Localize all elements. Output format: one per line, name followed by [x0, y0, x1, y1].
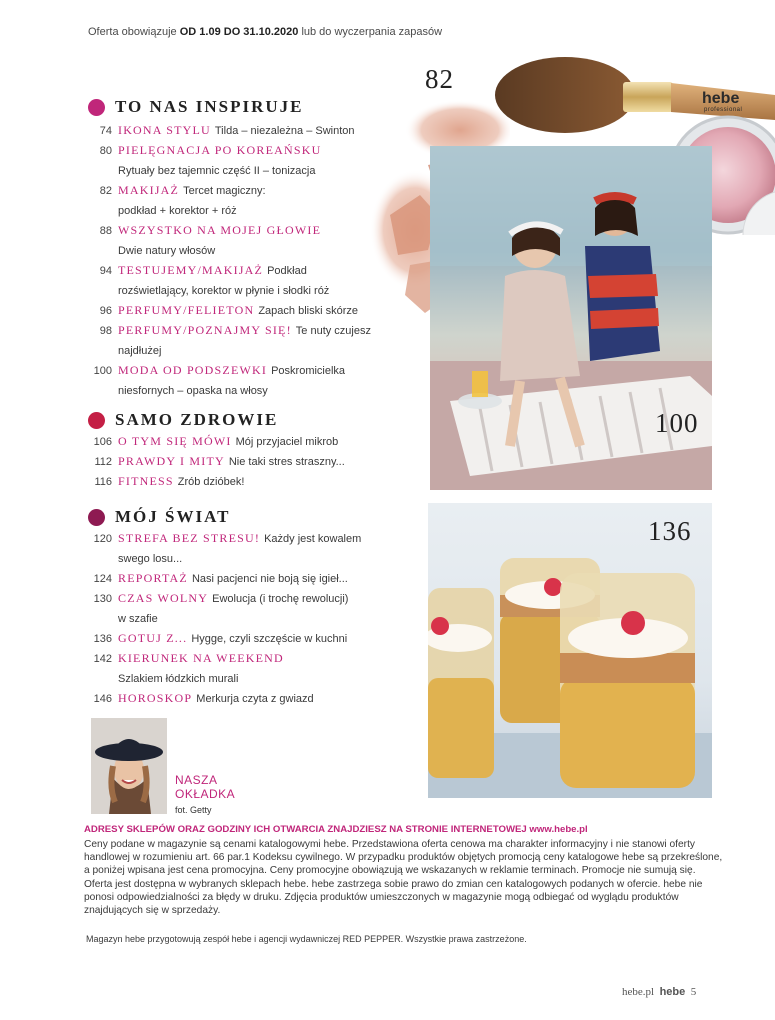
cover-label: [175, 773, 235, 801]
brush-brand-logo: hebe: [702, 90, 740, 107]
toc-text: Tercet magiczny:: [183, 185, 266, 197]
toc-page-num: 74: [99, 125, 112, 137]
toc-keyword: PERFUMY/POZNAJMY SIĘ!: [118, 323, 292, 337]
offer-suffix: lub do wyczerpania zapasów: [301, 26, 443, 38]
toc-page-num: 82: [99, 185, 112, 197]
toc-keyword: REPORTAŻ: [118, 571, 188, 585]
toc-entry[interactable]: [88, 140, 418, 181]
toc-page-num: 106: [93, 436, 112, 448]
food-photo-illustration: [428, 503, 712, 798]
cover-photo: [91, 718, 167, 814]
brush-brand-sub: professional: [704, 107, 743, 113]
toc-entry[interactable]: [88, 120, 418, 141]
food-photo: [428, 503, 712, 798]
toc-text: Nasi pacjenci nie boją się igieł...: [191, 573, 348, 585]
toc-text: Hygge, czyli szczęście w kuchni: [191, 633, 348, 645]
toc-keyword: MAKIJAŻ: [118, 183, 180, 197]
toc-keyword: STREFA BEZ STRESU!: [118, 531, 261, 545]
toc-page-num: 130: [93, 593, 112, 605]
toc-keyword: IKONA STYLU: [118, 123, 211, 137]
toc-keyword: FITNESS: [118, 474, 174, 488]
toc-text: Merkurja czyta z gwiazd: [196, 693, 314, 705]
publisher-credits: Magazyn hebe przygotowują zespół hebe i agencji wydawniczej RED PEPPER. Wszystkie prawa zastrzeżone.: [86, 934, 527, 944]
toc-text-cont: rozświetlający, korektor w płynie i słodki róż: [118, 285, 330, 297]
toc-keyword: TESTUJEMY/MAKIJAŻ: [118, 263, 264, 277]
toc-entry[interactable]: [88, 688, 418, 709]
toc-entry[interactable]: [88, 180, 418, 221]
cover-photo-illustration: [91, 718, 167, 814]
toc-keyword: WSZYSTKO NA MOJEJ GŁOWIE: [118, 223, 322, 237]
toc-page-num: 142: [93, 653, 112, 665]
toc-page-num: 96: [99, 305, 112, 317]
toc-page-num: 136: [93, 633, 112, 645]
toc-keyword: GOTUJ Z...: [118, 631, 188, 645]
toc-page-num: 112: [94, 456, 112, 468]
toc-page-num: 88: [99, 225, 112, 237]
page-footer: [622, 986, 696, 998]
toc-keyword: CZAS WOLNY: [118, 591, 209, 605]
section-title: SAMO ZDROWIE: [115, 410, 279, 429]
toc-entry[interactable]: [88, 528, 418, 569]
toc-page-num: 80: [99, 145, 112, 157]
footer-brand: hebe: [659, 986, 686, 998]
toc-entry[interactable]: [88, 260, 418, 301]
toc-text: Ewolucja (i trochę rewolucji): [212, 593, 349, 605]
cover-label-line1: NASZA: [175, 773, 218, 787]
toc-page-num: 94: [99, 265, 112, 277]
toc-keyword: KIERUNEK NA WEEKEND: [118, 651, 284, 665]
section-title: MÓJ ŚWIAT: [115, 507, 231, 526]
toc-text: Zapach bliski skórze: [258, 305, 358, 317]
toc-keyword: PRAWDY I MITY: [118, 454, 225, 468]
toc-text-cont: w szafie: [118, 613, 158, 625]
toc-text-cont: niesfornych – opaska na włosy: [118, 385, 268, 397]
cover-credit: fot. Getty: [175, 805, 212, 815]
toc-page-num: 100: [93, 365, 112, 377]
toc-text-cont: swego losu...: [118, 553, 183, 565]
toc-text: Każdy jest kowalem: [264, 533, 362, 545]
toc-text-cont: Szlakiem łódzkich murali: [118, 673, 239, 685]
toc-text: Tilda – niezależna – Swinton: [214, 125, 355, 137]
toc-entry[interactable]: [88, 471, 418, 492]
footer-site: hebe.pl: [622, 986, 655, 998]
toc-entry[interactable]: [88, 628, 418, 649]
toc-entry[interactable]: [88, 588, 418, 629]
toc-entry[interactable]: [88, 451, 418, 472]
offer-dates: OD 1.09 DO 31.10.2020: [179, 26, 299, 38]
toc-text: Te nuty czujesz: [295, 325, 371, 337]
toc-keyword: PERFUMY/FELIETON: [118, 303, 255, 317]
toc-page-num: 124: [93, 573, 112, 585]
toc-entry[interactable]: [88, 320, 418, 361]
footer-page-number: 5: [690, 986, 697, 998]
page-ref-100: 100: [655, 408, 699, 438]
store-addresses-note: ADRESY SKLEPÓW ORAZ GODZINY ICH OTWARCIA ZNAJDZIESZ NA STRONIE INTERNETOWEJ www.hebe.pl: [84, 824, 588, 835]
section-dot: [88, 412, 105, 429]
toc-page-num: 98: [99, 325, 112, 337]
page-ref-136: 136: [648, 516, 692, 546]
toc-text: Nie taki stres straszny...: [228, 456, 345, 468]
toc-text: Poskromicielka: [271, 365, 346, 377]
toc-text-cont: podkład + korektor + róż: [118, 205, 237, 217]
section-heading-inspiruje: [88, 97, 304, 117]
toc-entry[interactable]: [88, 568, 418, 589]
offer-line: [88, 26, 442, 38]
page-ref-82: 82: [425, 64, 454, 94]
toc-page-num: 146: [93, 693, 112, 705]
toc-entry[interactable]: [88, 300, 418, 321]
toc-text-cont: Rytuały bez tajemnic część II – tonizacja: [118, 165, 316, 177]
toc-text: Mój przyjaciel mikrob: [235, 436, 339, 448]
toc-keyword: MODA OD PODSZEWKI: [118, 363, 268, 377]
section-title: TO NAS INSPIRUJE: [115, 97, 304, 116]
cover-label-line2: OKŁADKA: [175, 787, 236, 801]
toc-text: Zrób dzióbek!: [177, 476, 245, 488]
section-dot: [88, 99, 105, 116]
toc-entry[interactable]: [88, 360, 418, 401]
toc-keyword: O TYM SIĘ MÓWI: [118, 434, 232, 448]
toc-keyword: HOROSKOP: [118, 691, 193, 705]
toc-page-num: 120: [93, 533, 112, 545]
toc-text-cont: Dwie natury włosów: [118, 245, 216, 257]
toc-page-num: 116: [94, 476, 112, 488]
toc-text: Podkład: [267, 265, 307, 277]
section-heading-zdrowie: [88, 410, 278, 430]
toc-keyword: PIELĘGNACJA PO KOREAŃSKU: [118, 143, 322, 157]
section-heading-swiat: [88, 507, 230, 527]
toc-entry[interactable]: [88, 220, 418, 261]
price-disclaimer: Ceny podane w magazynie są cenami katalogowymi hebe. Przedstawiona oferta cenowa ma charakter informacyjny i nie stanowi oferty handlowej w rozumieniu art. 66 par.1 Kodeksu cywilnego. W przypadku produktów objętych promocją ceny katalogowe hebe są przekreślone, a poniżej wpisana jest cena promocyjna. Ceny promocyjne obowiązują we wskazanych w reklamie terminach. Promocje nie sumują się. Oferta jest dostępna w wybranych sklepach hebe. hebe zastrzega sobie prawo do zmian cen katalogowych podanych w ofercie. hebe nie ponosi odpowiedzialności za błędy w druku. Zdjęcia produktów umieszczonych w magazynie mogą odbiegać od wyglądu produktów znajdujących się w sprzedaży.: [84, 839, 723, 917]
offer-prefix: Oferta obowiązuje: [88, 26, 177, 38]
toc-entry[interactable]: [88, 431, 418, 452]
toc-text-cont: najdłużej: [118, 345, 162, 357]
section-dot: [88, 509, 105, 526]
toc-entry[interactable]: [88, 648, 418, 689]
